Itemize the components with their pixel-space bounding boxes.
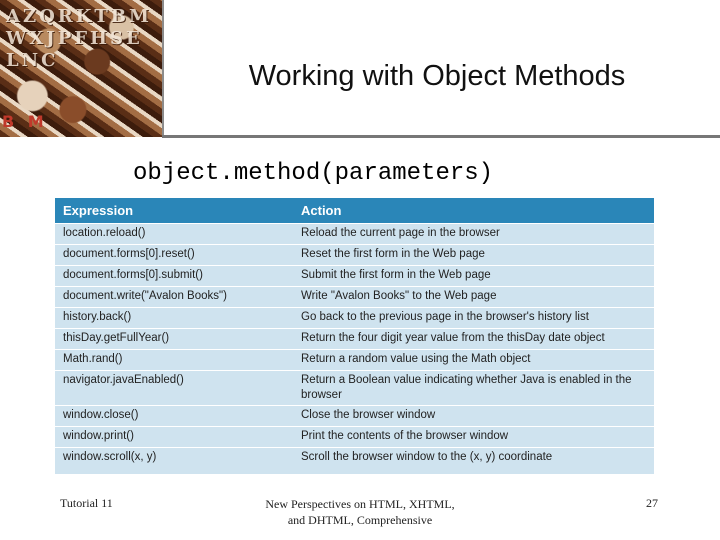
action-cell: Reload the current page in the browser [293,224,654,245]
slide-title: Working with Object Methods [248,60,626,92]
action-cell: Return a random value using the Math object [293,350,654,371]
page-number: 27 [646,496,658,510]
methods-table [55,198,654,468]
table-row [55,224,654,245]
action-cell: Write "Avalon Books" to the Web page [293,287,654,308]
expression-cell: document.forms[0].submit() [55,266,293,287]
action-cell: Scroll the browser window to the (x, y) coordinate [293,448,654,469]
table-row [55,448,654,469]
expression-cell: navigator.javaEnabled() [55,371,293,406]
table-header-row [55,198,654,224]
expression-cell: location.reload() [55,224,293,245]
action-cell: Reset the first form in the Web page [293,245,654,266]
table-row [55,245,654,266]
expression-cell: history.back() [55,308,293,329]
header-expression: Expression [55,198,293,224]
action-cell: Return a Boolean value indicating whether Java is enabled in the browser [293,371,654,406]
table-row [55,287,654,308]
table-row [55,308,654,329]
expression-cell: document.forms[0].reset() [55,245,293,266]
action-cell: Close the browser window [293,406,654,427]
title-divider [162,135,720,138]
table-row [55,350,654,371]
methods-table-container [55,198,654,474]
letters-texture: AZQRKTBMWXJPFHSELNC [6,6,152,71]
footer-tutorial-label: Tutorial 11 [60,496,113,510]
footer-book-title [240,496,480,528]
action-cell: Go back to the previous page in the browser's history list [293,308,654,329]
expression-cell: window.print() [55,427,293,448]
expression-cell: window.scroll(x, y) [55,448,293,469]
footer-book-title-line1: New Perspectives on HTML, XHTML, [265,497,455,511]
action-cell: Submit the first form in the Web page [293,266,654,287]
expression-cell: Math.rand() [55,350,293,371]
table-row [55,371,654,406]
table-row [55,427,654,448]
footer-book-title-line2: and DHTML, Comprehensive [287,513,433,527]
method-syntax: object.method(parameters) [133,160,494,187]
table-row [55,329,654,350]
expression-cell: window.close() [55,406,293,427]
expression-cell: thisDay.getFullYear() [55,329,293,350]
red-letters-texture: B M [2,112,48,131]
table-row [55,406,654,427]
action-cell: Return the four digit year value from the thisDay date object [293,329,654,350]
table-row [55,266,654,287]
decorative-letters-image [0,0,162,137]
action-cell: Print the contents of the browser window [293,427,654,448]
expression-cell: document.write("Avalon Books") [55,287,293,308]
header-action: Action [293,198,654,224]
